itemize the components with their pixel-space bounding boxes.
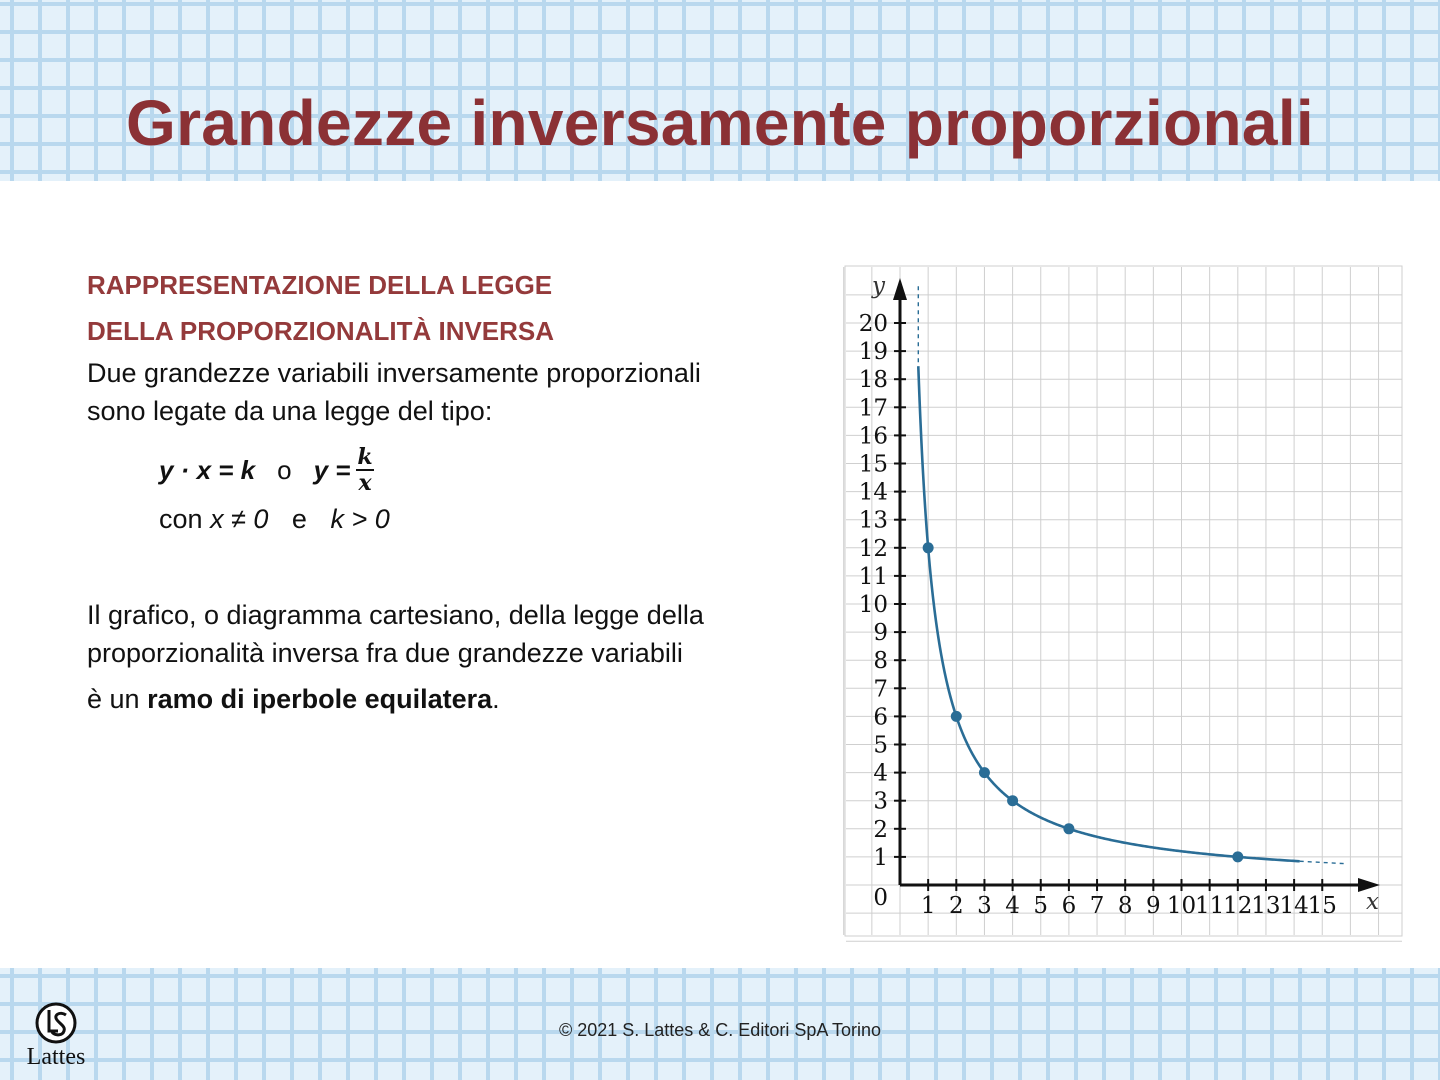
condition-and: e: [291, 504, 307, 534]
y-tick-label: 11: [858, 563, 888, 590]
data-point: [951, 711, 962, 722]
y-tick-label: 13: [858, 507, 888, 534]
condition-k: k > 0: [330, 504, 390, 534]
intro-line-2: sono legate da una legge del tipo:: [87, 396, 493, 426]
x-tick-label: 8: [1117, 893, 1133, 919]
x-tick-label: 5: [1033, 893, 1049, 919]
fraction-numerator: k: [357, 444, 373, 470]
y-tick-label: 7: [873, 676, 888, 703]
y-tick-label: 10: [858, 592, 888, 618]
y-tick-label: 20: [858, 311, 888, 337]
formula-product: y · x = k: [159, 454, 256, 485]
data-point: [1007, 795, 1018, 806]
y-tick-label: 2: [873, 816, 888, 843]
data-point: [1232, 851, 1243, 862]
y-tick-label: 16: [858, 423, 888, 450]
x-tick-label: 12: [1223, 893, 1253, 919]
x-axis-label: x: [1366, 889, 1379, 915]
x-tick-label: 6: [1061, 893, 1077, 919]
y-tick-label: 12: [858, 535, 888, 562]
section-heading-line-2: DELLA PROPORZIONALITÀ INVERSA: [87, 316, 555, 346]
y-tick-label: 5: [873, 732, 888, 759]
graph-line-3: [87, 680, 787, 718]
logo-text: Lattes: [26, 1044, 86, 1070]
graph-line-2: proporzionalità inversa fra due grandezze variabili: [87, 638, 683, 668]
intro-line-1: Due grandezze variabili inversamente proporzionali: [87, 358, 701, 388]
x-tick-label: 13: [1251, 893, 1281, 919]
x-tick-label: 10: [1166, 893, 1197, 919]
y-tick-label: 1: [873, 844, 888, 871]
page-title: Grandezze inversamente proporzionali: [126, 87, 1314, 159]
x-tick-label: 4: [1005, 893, 1020, 919]
x-tick-label: 2: [948, 893, 964, 919]
y-tick-label: 15: [858, 451, 888, 478]
graph-line-3-prefix: è un: [87, 684, 148, 714]
graph-line-1: Il grafico, o diagramma cartesiano, della legge della: [87, 600, 704, 630]
x-tick-label: 1: [920, 893, 936, 919]
x-tick-label: 7: [1089, 893, 1105, 919]
data-point: [1063, 823, 1074, 834]
hyperbola-chart: [838, 258, 1410, 946]
x-tick-label: 3: [977, 893, 992, 919]
data-point: [979, 767, 990, 778]
formula: [159, 440, 374, 500]
formula-y-equals: y =: [313, 454, 351, 485]
data-point: [923, 542, 934, 553]
graph-line-3-suffix: .: [492, 684, 500, 714]
y-tick-label: 14: [858, 479, 888, 506]
copyright-footer: © 2021 S. Lattes & C. Editori SpA Torino: [558, 1020, 882, 1040]
graph-line-3-bold: ramo di iperbole equilatera: [147, 684, 493, 714]
x-tick-label: 14: [1279, 893, 1309, 919]
y-tick-label: 17: [858, 395, 888, 422]
formula-or: o: [277, 454, 292, 485]
section-heading-line-1: RAPPRESENTAZIONE DELLA LEGGE: [87, 270, 553, 300]
y-tick-label: 18: [858, 367, 888, 394]
graph-description: [87, 596, 787, 718]
formula-fraction: [356, 445, 373, 495]
condition-con: con: [159, 504, 203, 534]
formula-condition: [159, 504, 390, 535]
x-tick-label: 15: [1307, 893, 1337, 919]
y-tick-label: 9: [873, 620, 888, 647]
origin-label: 0: [873, 885, 888, 911]
content-column: [87, 262, 787, 714]
y-axis-label: y: [872, 273, 885, 299]
y-tick-label: 6: [873, 704, 888, 731]
condition-x: x ≠ 0: [210, 504, 269, 534]
y-tick-label: 3: [873, 788, 888, 815]
y-tick-label: 19: [858, 339, 888, 366]
fraction-denominator: x: [358, 470, 372, 496]
y-tick-label: 8: [873, 648, 888, 675]
x-tick-label: 9: [1146, 893, 1161, 919]
y-tick-label: 4: [873, 760, 888, 787]
x-tick-label: 11: [1195, 893, 1225, 919]
